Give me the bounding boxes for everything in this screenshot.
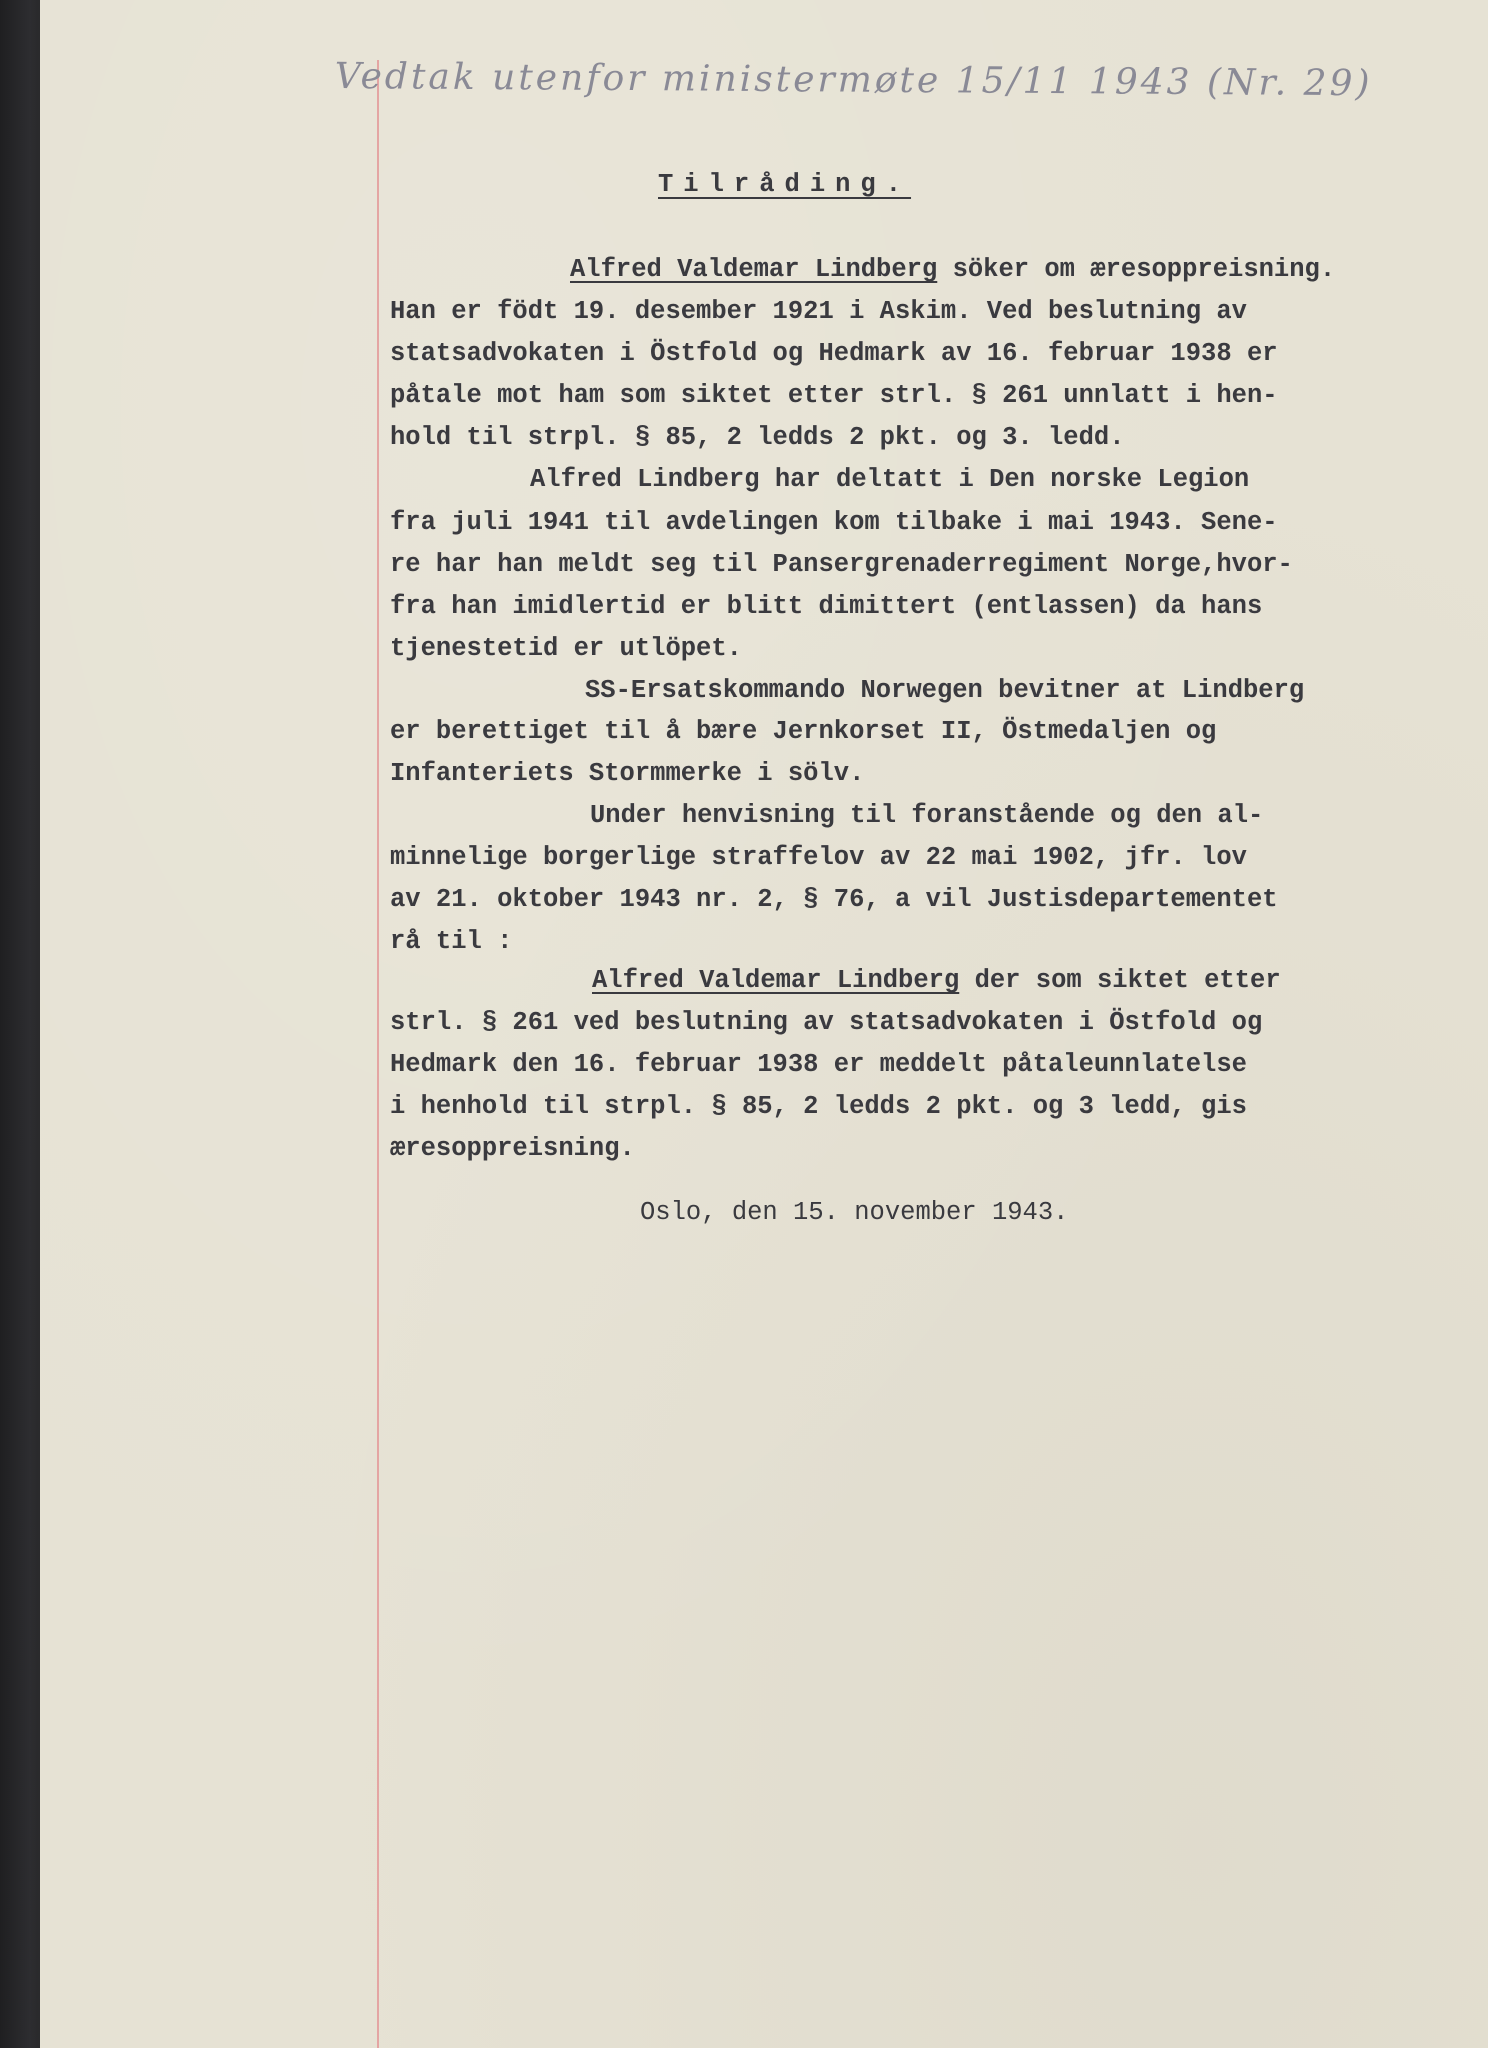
applicant-name-decision: Alfred Valdemar Lindberg bbox=[592, 966, 960, 995]
paragraph-2-line-2: fra juli 1941 til avdelingen kom tilbake i mai 1943. Sene- bbox=[390, 508, 1278, 537]
handwritten-annotation: Vedtak utenfor ministermøte 15/11 1943 (Nr. 29) bbox=[334, 56, 1373, 105]
paragraph-3-line-2: er berettiget til å bære Jernkorset II, Östmedaljen og bbox=[390, 717, 1217, 746]
paragraph-2-line-5: tjenestetid er utlöpet. bbox=[390, 634, 742, 663]
paragraph-1-line-2: Han er födt 19. desember 1921 i Askim. Ved beslutning av bbox=[390, 297, 1247, 326]
place-and-date: Oslo, den 15. november 1943. bbox=[640, 1198, 1069, 1227]
paragraph-4-line-1: Under henvisning til foranstående og den al- bbox=[590, 801, 1264, 830]
applicant-name: Alfred Valdemar Lindberg bbox=[570, 255, 938, 284]
paragraph-2-line-4: fra han imidlertid er blitt dimittert (entlassen) da hans bbox=[390, 592, 1263, 621]
paragraph-5-line-1: Alfred Valdemar Lindberg der som siktet etter bbox=[592, 966, 1281, 995]
paragraph-5-line-4: i henhold til strpl. § 85, 2 ledds 2 pkt. og 3 ledd, gis bbox=[390, 1092, 1247, 1121]
paragraph-2-line-3: re har han meldt seg til Pansergrenaderregiment Norge,hvor- bbox=[390, 550, 1293, 579]
paragraph-4-line-4: rå til : bbox=[390, 927, 513, 956]
paragraph-1-line-3: statsadvokaten i Östfold og Hedmark av 16. februar 1938 er bbox=[390, 339, 1278, 368]
document-title: Tilråding. bbox=[658, 170, 912, 199]
paragraph-5-line-2: strl. § 261 ved beslutning av statsadvokaten i Östfold og bbox=[390, 1008, 1263, 1037]
paragraph-1-line-5: hold til strpl. § 85, 2 ledds 2 pkt. og 3. ledd. bbox=[390, 423, 1125, 452]
paragraph-1-line-1: Alfred Valdemar Lindberg söker om æresoppreisning. bbox=[570, 255, 1336, 284]
paragraph-5-line-3: Hedmark den 16. februar 1938 er meddelt påtaleunnlatelse bbox=[390, 1050, 1247, 1079]
paragraph-4-line-2: minnelige borgerlige straffelov av 22 mai 1902, jfr. lov bbox=[390, 843, 1247, 872]
paragraph-1-line-4: påtale mot ham som siktet etter strl. § 261 unnlatt i hen- bbox=[390, 381, 1278, 410]
paragraph-2-line-1: Alfred Lindberg har deltatt i Den norske Legion bbox=[530, 465, 1250, 494]
paragraph-5-line-5: æresoppreisning. bbox=[390, 1134, 635, 1163]
paragraph-3-line-3: Infanteriets Stormmerke i sölv. bbox=[390, 759, 865, 788]
paragraph-3-line-1: SS-Ersatskommando Norwegen bevitner at Lindberg bbox=[585, 676, 1305, 705]
paragraph-4-line-3: av 21. oktober 1943 nr. 2, § 76, a vil Justisdepartementet bbox=[390, 885, 1278, 914]
margin-rule bbox=[377, 60, 379, 2048]
